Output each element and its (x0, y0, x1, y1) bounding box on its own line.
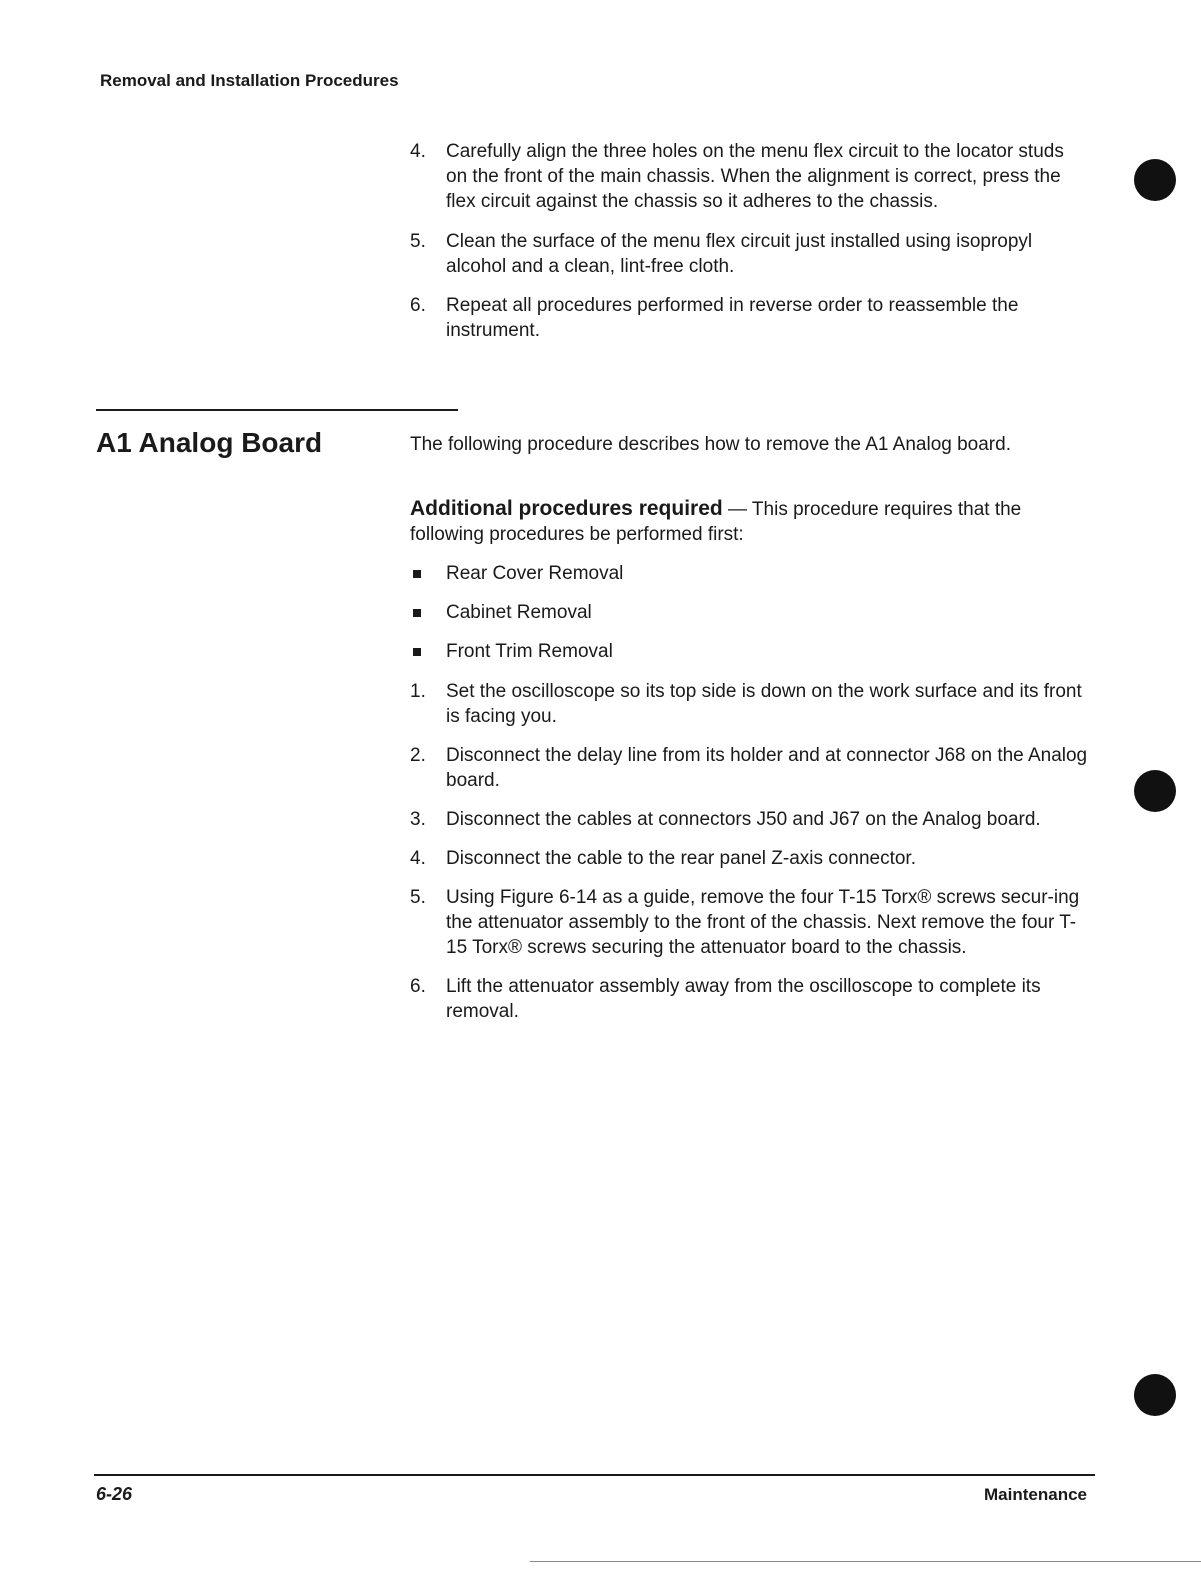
section-intro: The following procedure describes how to remove the A1 Analog board. (410, 434, 1011, 455)
step-number: 3. (410, 809, 426, 830)
chapter-name: Maintenance (984, 1485, 1087, 1504)
intro-step (410, 229, 1090, 279)
procedure-step (410, 807, 1090, 832)
step-text: Disconnect the cables at connectors J50 and J67 on the Analog board. (446, 809, 1041, 830)
prereq-item (410, 561, 1090, 586)
step-number: 6. (410, 976, 426, 997)
procedure-step (410, 679, 1090, 729)
bullet-square-icon (413, 609, 421, 617)
additional-procedures-label: Additional procedures required (410, 497, 723, 520)
step-text: Clean the surface of the menu flex circuit just installed using isopropyl alcohol and a clean, lint-free cloth. (446, 231, 1033, 277)
additional-procedures-text: — This procedure requires that the following procedures be performed first: (410, 499, 1022, 545)
procedure-step (410, 974, 1090, 1024)
prereq-item (410, 639, 1090, 664)
step-number: 4. (410, 848, 426, 869)
punch-hole (1134, 1374, 1176, 1416)
procedure-step (410, 846, 1090, 871)
section-title: A1 Analog Board (96, 427, 323, 458)
step-text: Lift the attenuator assembly away from the oscilloscope to complete its removal. (446, 976, 1041, 1022)
step-number: 5. (410, 887, 426, 908)
bullet-square-icon (413, 570, 421, 578)
step-number: 1. (410, 681, 426, 702)
step-text: Disconnect the cable to the rear panel Z-axis connector. (446, 848, 916, 869)
prereq-item (410, 600, 1090, 625)
section-rule (96, 409, 458, 411)
step-number: 2. (410, 745, 426, 766)
prereq-text: Cabinet Removal (446, 602, 592, 623)
additional-procedures (410, 496, 1090, 547)
step-number: 5. (410, 231, 426, 252)
intro-step (410, 293, 1090, 343)
prereq-text: Rear Cover Removal (446, 563, 624, 584)
scan-artifact-line (530, 1561, 1201, 1562)
prereq-text: Front Trim Removal (446, 641, 613, 662)
punch-hole (1134, 770, 1176, 812)
intro-step (410, 139, 1090, 214)
step-text: Repeat all procedures performed in reverse order to reassemble the instrument. (446, 295, 1019, 341)
page-number: 6-26 (96, 1484, 133, 1504)
procedure-step (410, 885, 1090, 960)
running-header: Removal and Installation Procedures (100, 71, 399, 90)
punch-hole (1134, 159, 1176, 201)
step-text: Using Figure 6-14 as a guide, remove the four T-15 Torx® screws secur-ing the attenuator assembly to the front of the chassis. Next remove the four T-15 Torx® screws securing the attenuator board to the chassis. (446, 887, 1080, 958)
step-text: Set the oscilloscope so its top side is down on the work surface and its front is facing you. (446, 681, 1082, 727)
step-number: 6. (410, 295, 426, 316)
procedure-step (410, 743, 1090, 793)
step-number: 4. (410, 141, 426, 162)
step-text: Disconnect the delay line from its holder and at connector J68 on the Analog board. (446, 745, 1088, 791)
step-text: Carefully align the three holes on the menu flex circuit to the locator studs on the front of the main chassis. When the alignment is correct, press the flex circuit against the chassis so it adheres to the chassis. (446, 141, 1064, 212)
bullet-square-icon (413, 648, 421, 656)
footer-rule (94, 1474, 1095, 1476)
